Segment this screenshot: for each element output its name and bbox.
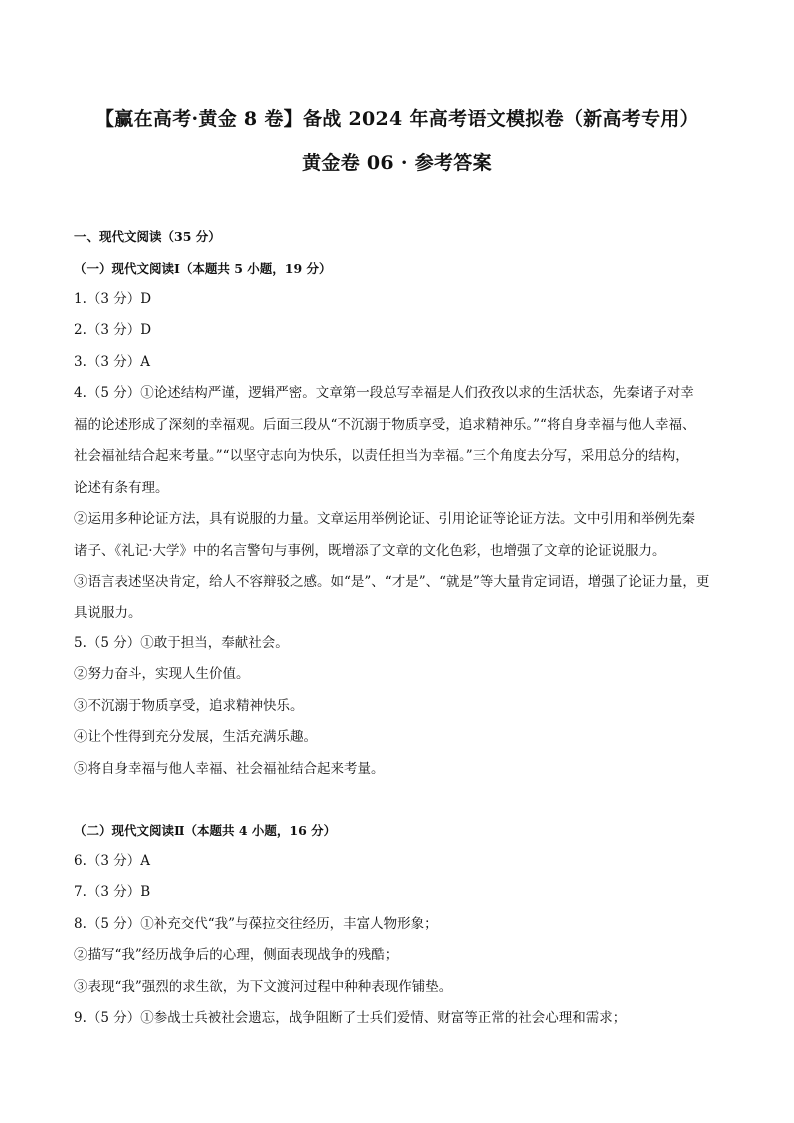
answer-line: ④让个性得到充分发展，生活充满乐趣。 xyxy=(74,729,317,745)
answer-line: ②描写“我”经历战争后的心理，侧面表现战争的残酷； xyxy=(74,947,399,963)
answer-line: 8.（5 分）①补充交代“我”与葆拉交往经历，丰富人物形象； xyxy=(74,916,438,932)
section-heading: 一、现代文阅读（35 分） xyxy=(74,229,221,244)
answer-line: 具说服力。 xyxy=(74,605,142,621)
answer-line: ③语言表述坚决肯定，给人不容辩驳之感。如“是”、“才是”、“就是”等大量肯定词语，增强了论证力量，更 xyxy=(74,574,710,590)
answer-line: 论述有条有理。 xyxy=(74,480,169,496)
answer-line: 1.（3 分）D xyxy=(74,291,152,307)
answer-line: 7.（3 分）B xyxy=(74,884,151,900)
answer-line: ②运用多种论证方法，具有说服的力量。文章运用举例论证、引用论证等论证方法。文中引用和举例先秦 xyxy=(74,511,695,527)
answer-line: ②努力奋斗，实现人生价值。 xyxy=(74,666,250,682)
answer-line: 4.（5 分）①论述结构严谨，逻辑严密。文章第一段总写幸福是人们孜孜以求的生活状态，先秦诸子对幸 xyxy=(74,385,694,401)
answer-line: ③不沉溺于物质享受，追求精神快乐。 xyxy=(74,698,304,714)
answer-line: ③表现“我”强烈的求生欲，为下文渡河过程中种种表现作铺垫。 xyxy=(74,979,453,995)
answer-line: 9.（5 分）①参战士兵被社会遗忘，战争阻断了士兵们爱情、财富等正常的社会心理和需求； xyxy=(74,1010,627,1026)
answer-line: ⑤将自身幸福与他人幸福、社会福祉结合起来考量。 xyxy=(74,761,385,777)
answer-line: 2.（3 分）D xyxy=(74,322,152,338)
answer-line: 社会福祉结合起来考量。”“以坚守志向为快乐，以责任担当为幸福。”三个角度去分写，采用总分的结构， xyxy=(74,448,689,464)
document-subtitle: 黄金卷 06 · 参考答案 xyxy=(302,152,492,174)
document-title: 【赢在高考·黄金 8 卷】备战 2024 年高考语文模拟卷（新高考专用） xyxy=(95,108,699,130)
answer-line: 3.（3 分）A xyxy=(74,354,151,370)
answer-line: 6.（3 分）A xyxy=(74,853,151,869)
answer-line: 5.（5 分）①敢于担当，奉献社会。 xyxy=(74,635,289,651)
answer-line: 诸子、《礼记·大学》中的名言警句与事例，既增添了文章的文化色彩，也增强了文章的论证说服力。 xyxy=(74,543,666,559)
subsection-heading: （一）现代文阅读Ⅰ（本题共 5 小题，19 分） xyxy=(74,261,332,276)
answer-line: 福的论述形成了深刻的幸福观。后面三段从“不沉溺于物质享受，追求精神乐。”“将自身幸福与他人幸福、 xyxy=(74,417,696,433)
subsection-heading: （二）现代文阅读Ⅱ（本题共 4 小题，16 分） xyxy=(74,823,337,838)
